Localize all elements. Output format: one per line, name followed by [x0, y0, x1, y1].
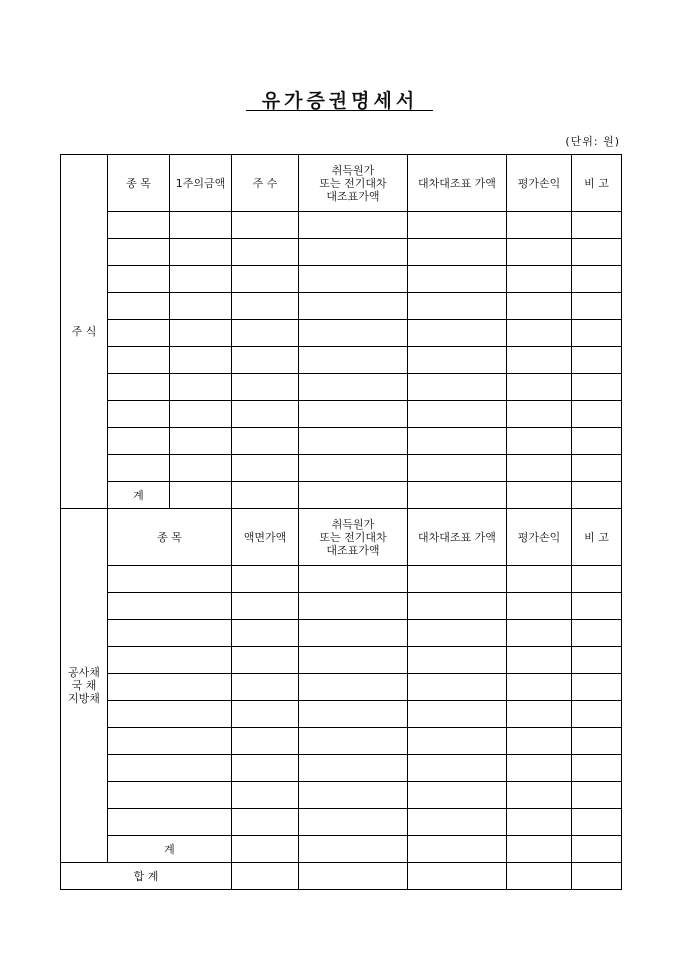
- document-title: 유가증권명세서: [261, 90, 419, 112]
- bond-cell: [232, 809, 299, 836]
- stock-cell: [108, 428, 170, 455]
- stock-cell: [572, 374, 622, 401]
- stock-cell: [507, 320, 572, 347]
- bond-cell: [572, 593, 622, 620]
- stock-remarks-header: 비 고: [572, 155, 622, 212]
- bond-subtotal-cell: [232, 836, 299, 863]
- stock-row: [61, 347, 622, 374]
- stock-cell: [170, 455, 232, 482]
- bond-cell: [232, 593, 299, 620]
- stock-valuation-header: 평가손익: [507, 155, 572, 212]
- stock-cell: [170, 266, 232, 293]
- stock-cell: [232, 374, 299, 401]
- bond-cell: [507, 566, 572, 593]
- bond-row: [61, 593, 622, 620]
- stock-cell: [507, 239, 572, 266]
- stock-par-header: 1주의금액: [170, 155, 232, 212]
- bond-cell: [572, 701, 622, 728]
- bond-subtotal-row: [61, 836, 622, 863]
- bond-cell: [507, 701, 572, 728]
- stock-cell: [232, 266, 299, 293]
- stock-cell: [170, 212, 232, 239]
- bond-item-cell: [108, 755, 232, 782]
- bond-cell: [507, 593, 572, 620]
- stock-cell: [299, 374, 408, 401]
- stock-cell: [507, 374, 572, 401]
- stock-cell: [408, 455, 507, 482]
- bond-cell: [408, 620, 507, 647]
- stock-cell: [232, 212, 299, 239]
- bond-cell: [299, 674, 408, 701]
- stock-cell: [408, 428, 507, 455]
- grand-total-cell: [572, 863, 622, 890]
- stock-cell: [108, 212, 170, 239]
- stock-subtotal-row: [61, 482, 622, 509]
- stock-cell: [108, 239, 170, 266]
- stock-header-row: [61, 155, 622, 212]
- stock-cell: [108, 293, 170, 320]
- bond-balance-header: 대차대조표 가액: [408, 509, 507, 566]
- bond-cell: [572, 620, 622, 647]
- stock-cell: [108, 320, 170, 347]
- bond-acquisition-header: 취득원가 또는 전기대차 대조표가액: [299, 509, 408, 566]
- stock-cell: [108, 347, 170, 374]
- stock-subtotal-cell: [299, 482, 408, 509]
- stock-row: [61, 455, 622, 482]
- bond-cell: [507, 728, 572, 755]
- bond-cell: [232, 620, 299, 647]
- stock-cell: [170, 428, 232, 455]
- stock-cell: [170, 401, 232, 428]
- bond-cell: [299, 728, 408, 755]
- grand-total-cell: [232, 863, 299, 890]
- stock-cell: [507, 401, 572, 428]
- stock-row: [61, 401, 622, 428]
- bond-cell: [232, 566, 299, 593]
- bond-cell: [408, 701, 507, 728]
- bond-row: [61, 647, 622, 674]
- stock-acquisition-header: 취득원가 또는 전기대차 대조표가액: [299, 155, 408, 212]
- bond-cell: [572, 647, 622, 674]
- stock-cell: [299, 212, 408, 239]
- stock-item-header: 종 목: [108, 155, 170, 212]
- bond-cell: [299, 647, 408, 674]
- stock-cell: [572, 455, 622, 482]
- bond-row: [61, 782, 622, 809]
- stock-cell: [170, 374, 232, 401]
- stock-cell: [299, 320, 408, 347]
- bond-subtotal-cell: [572, 836, 622, 863]
- stock-cell: [299, 428, 408, 455]
- bond-item-cell: [108, 593, 232, 620]
- grand-total-cell: [299, 863, 408, 890]
- stock-balance-header: 대차대조표 가액: [408, 155, 507, 212]
- bond-subtotal-cell: [408, 836, 507, 863]
- stock-cell: [572, 347, 622, 374]
- bond-cell: [232, 728, 299, 755]
- grand-total-label: 합 계: [61, 863, 232, 890]
- stock-cell: [408, 266, 507, 293]
- stock-cell: [572, 428, 622, 455]
- bond-cell: [299, 782, 408, 809]
- stock-cell: [572, 239, 622, 266]
- stock-cell: [232, 239, 299, 266]
- bond-valuation-header: 평가손익: [507, 509, 572, 566]
- stock-cell: [572, 401, 622, 428]
- bond-cell: [408, 809, 507, 836]
- stock-cell: [299, 347, 408, 374]
- stock-row: [61, 320, 622, 347]
- bond-cell: [299, 809, 408, 836]
- stock-cell: [170, 293, 232, 320]
- stock-cell: [108, 266, 170, 293]
- stock-cell: [232, 455, 299, 482]
- stock-row: [61, 293, 622, 320]
- stock-cell: [408, 320, 507, 347]
- stock-cell: [507, 293, 572, 320]
- stock-cell: [572, 293, 622, 320]
- securities-table: [60, 154, 622, 890]
- bond-cell: [408, 593, 507, 620]
- bond-item-cell: [108, 674, 232, 701]
- bond-cell: [507, 809, 572, 836]
- bond-item-cell: [108, 566, 232, 593]
- bond-cell: [507, 620, 572, 647]
- stock-subtotal-label: 계: [108, 482, 170, 509]
- stock-cell: [232, 347, 299, 374]
- bond-cell: [408, 728, 507, 755]
- bond-cell: [299, 593, 408, 620]
- bond-row: [61, 755, 622, 782]
- bond-cell: [572, 809, 622, 836]
- stock-subtotal-cell: [507, 482, 572, 509]
- stock-cell: [232, 428, 299, 455]
- stock-cell: [170, 239, 232, 266]
- stock-row: [61, 428, 622, 455]
- bond-subtotal-label: 계: [108, 836, 232, 863]
- stock-cell: [572, 212, 622, 239]
- bond-subtotal-cell: [507, 836, 572, 863]
- bond-item-cell: [108, 728, 232, 755]
- bond-cell: [232, 674, 299, 701]
- title-underline: [246, 110, 433, 111]
- bond-cell: [572, 755, 622, 782]
- stock-row: [61, 239, 622, 266]
- stock-cell: [232, 320, 299, 347]
- stock-section-label: 주 식: [61, 155, 108, 509]
- bond-cell: [299, 701, 408, 728]
- stock-row: [61, 212, 622, 239]
- bond-cell: [408, 566, 507, 593]
- bond-item-cell: [108, 809, 232, 836]
- stock-cell: [299, 266, 408, 293]
- bond-cell: [507, 755, 572, 782]
- stock-cell: [108, 401, 170, 428]
- bond-header-row: [61, 509, 622, 566]
- stock-cell: [408, 374, 507, 401]
- bond-cell: [507, 782, 572, 809]
- bond-row: [61, 566, 622, 593]
- stock-cell: [299, 401, 408, 428]
- stock-cell: [507, 428, 572, 455]
- stock-subtotal-cell: [170, 482, 232, 509]
- stock-cell: [507, 266, 572, 293]
- stock-cell: [232, 401, 299, 428]
- grand-total-cell: [507, 863, 572, 890]
- bond-item-cell: [108, 620, 232, 647]
- bond-cell: [232, 701, 299, 728]
- stock-cell: [108, 455, 170, 482]
- stock-cell: [170, 347, 232, 374]
- unit-label: (단위: 원): [565, 135, 620, 148]
- stock-cell: [170, 320, 232, 347]
- grand-total-cell: [408, 863, 507, 890]
- bond-cell: [572, 728, 622, 755]
- bond-item-header: 종 목: [108, 509, 232, 566]
- bond-cell: [507, 647, 572, 674]
- stock-subtotal-cell: [408, 482, 507, 509]
- stock-row: [61, 266, 622, 293]
- bond-cell: [232, 755, 299, 782]
- stock-cell: [408, 239, 507, 266]
- bond-cell: [507, 674, 572, 701]
- bond-cell: [299, 755, 408, 782]
- bond-cell: [408, 647, 507, 674]
- bond-cell: [408, 782, 507, 809]
- stock-cell: [408, 212, 507, 239]
- bond-subtotal-cell: [299, 836, 408, 863]
- stock-subtotal-cell: [572, 482, 622, 509]
- bond-remarks-header: 비 고: [572, 509, 622, 566]
- stock-cell: [507, 347, 572, 374]
- bond-cell: [572, 674, 622, 701]
- stock-row: [61, 374, 622, 401]
- stock-subtotal-cell: [232, 482, 299, 509]
- stock-cell: [299, 239, 408, 266]
- stock-cell: [572, 266, 622, 293]
- bond-cell: [408, 755, 507, 782]
- stock-cell: [299, 293, 408, 320]
- stock-cell: [299, 455, 408, 482]
- grand-total-row: [61, 863, 622, 890]
- stock-cell: [108, 374, 170, 401]
- bond-item-cell: [108, 701, 232, 728]
- stock-cell: [408, 401, 507, 428]
- bond-cell: [572, 566, 622, 593]
- stock-cell: [232, 293, 299, 320]
- bond-row: [61, 728, 622, 755]
- bond-row: [61, 674, 622, 701]
- bond-face-header: 액면가액: [232, 509, 299, 566]
- bond-cell: [232, 782, 299, 809]
- bond-row: [61, 620, 622, 647]
- bond-cell: [299, 566, 408, 593]
- bond-item-cell: [108, 782, 232, 809]
- stock-cell: [507, 455, 572, 482]
- bond-cell: [232, 647, 299, 674]
- stock-cell: [408, 347, 507, 374]
- bond-row: [61, 701, 622, 728]
- bond-item-cell: [108, 647, 232, 674]
- bond-cell: [299, 620, 408, 647]
- stock-shares-header: 주 수: [232, 155, 299, 212]
- stock-cell: [507, 212, 572, 239]
- stock-cell: [408, 293, 507, 320]
- bond-cell: [408, 674, 507, 701]
- bond-row: [61, 809, 622, 836]
- bond-cell: [572, 782, 622, 809]
- stock-cell: [572, 320, 622, 347]
- bond-section-label: 공사채 국 채 지방채: [61, 509, 108, 863]
